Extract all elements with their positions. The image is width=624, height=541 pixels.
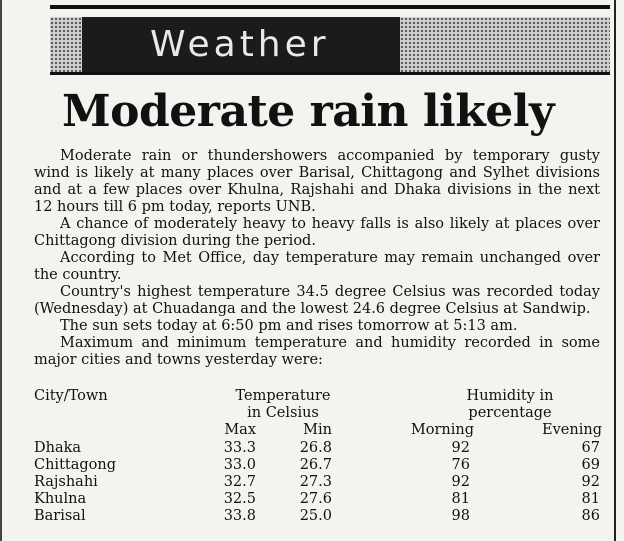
table-row-morning: 92 <box>451 440 470 456</box>
table-row-max: 33.0 <box>223 457 256 473</box>
section-title: Weather <box>150 24 330 65</box>
table-row-city: Barisal <box>34 508 86 524</box>
table-row-min: 26.7 <box>299 457 332 473</box>
table-row-min: 26.8 <box>299 440 332 456</box>
paragraph: A chance of moderately heavy to heavy falls is also likely at places over Chittagong division during the period. <box>34 216 600 249</box>
table-row-min: 27.6 <box>299 491 332 507</box>
table-row-evening: 81 <box>581 491 600 507</box>
table-row-max: 33.8 <box>223 508 256 524</box>
header-humidity: Humidity in <box>466 388 554 404</box>
header-evening: Evening <box>542 422 602 438</box>
section-banner <box>50 17 610 72</box>
header-morning: Morning <box>410 422 474 438</box>
column-left-border <box>0 0 2 541</box>
banner-halftone-right <box>400 17 610 72</box>
table-row-city: Khulna <box>34 491 87 507</box>
header-max: Max <box>224 422 256 438</box>
column-right-border <box>614 0 616 541</box>
table-row-morning: 92 <box>451 474 470 490</box>
header-temperature: Temperature <box>235 388 331 404</box>
header-humidity-unit: percentage <box>468 405 552 421</box>
table-row-morning: 98 <box>451 508 470 524</box>
table-row-city: Chittagong <box>34 457 117 473</box>
paragraph: The sun sets today at 6:50 pm and rises tomorrow at 5:13 am. <box>60 318 518 334</box>
table-row-evening: 86 <box>581 508 600 524</box>
table-row-evening: 67 <box>581 440 600 456</box>
table-row-city: Rajshahi <box>34 474 98 490</box>
table-row-morning: 76 <box>451 457 470 473</box>
table-row-evening: 92 <box>581 474 600 490</box>
header-min: Min <box>303 422 332 438</box>
table-row-min: 27.3 <box>299 474 332 490</box>
table-row-morning: 81 <box>451 491 470 507</box>
weather-table <box>34 388 604 528</box>
top-rule <box>50 5 610 9</box>
banner-rule <box>50 72 610 75</box>
table-row-max: 33.3 <box>223 440 256 456</box>
table-row-evening: 69 <box>581 457 600 473</box>
table-row-max: 32.7 <box>223 474 256 490</box>
paragraph: Country's highest temperature 34.5 degree Celsius was recorded today (Wednesday) at Chuadanga and the lowest 24.6 degree Celsius at Sandwip. <box>34 284 600 317</box>
table-row-min: 25.0 <box>299 508 332 524</box>
article-body <box>34 148 600 369</box>
header-temperature-unit: in Celsius <box>247 405 319 421</box>
banner-halftone-left <box>50 17 82 72</box>
headline: Moderate rain likely <box>61 86 555 137</box>
paragraph: Maximum and minimum temperature and humidity recorded in some major cities and towns yesterday were: <box>34 335 600 368</box>
table-row-city: Dhaka <box>34 440 82 456</box>
paragraph: According to Met Office, day temperature may remain unchanged over the country. <box>34 250 600 283</box>
paragraph: Moderate rain or thundershowers accompanied by temporary gusty wind is likely at many places over Barisal, Chittagong and Sylhet divisions and at a few places over Khulna, Rajshahi and Dhaka divisions in the next 12 hours till 6 pm today, reports UNB. <box>34 148 600 215</box>
table-row-max: 32.5 <box>223 491 256 507</box>
header-city: City/Town <box>34 388 108 404</box>
